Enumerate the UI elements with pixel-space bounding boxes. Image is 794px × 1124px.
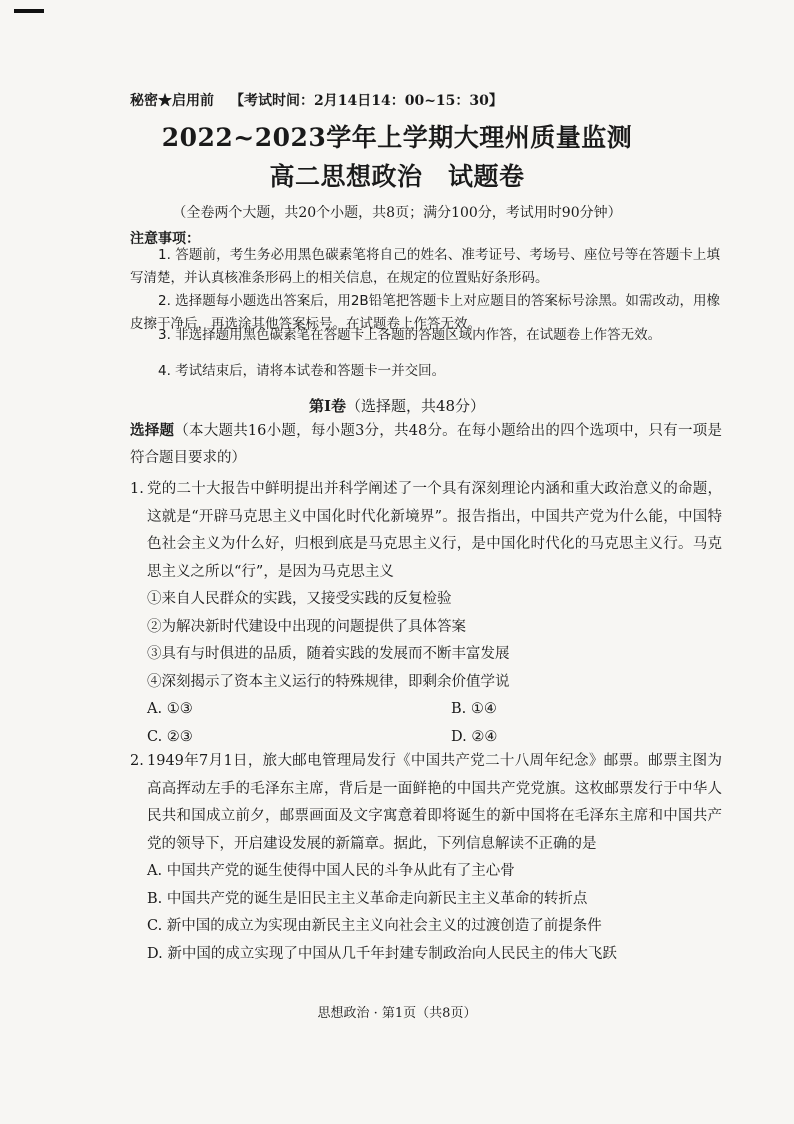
part1-heading <box>0 395 794 416</box>
notice-heading: 注意事项： <box>130 231 200 247</box>
notice-item: 2. 选择题每小题选出答案后，用2B铅笔把答题卡上对应题目的答案标号涂黑。如需改动，用橡皮擦干净后，再选涂其他答案标号。在试题卷上作答无效。 <box>130 293 720 332</box>
notice-item: 1. 答题前，考生务必用黑色碳素笔将自己的姓名、准考证号、考场号、座位号等在答题卡上填写清楚，并认真核准条形码上的相关信息，在规定的位置贴好条形码。 <box>130 247 720 286</box>
option-d: D. 新中国的成立实现了中国从几千年封建专制政治向人民民主的伟大飞跃 <box>147 945 617 962</box>
notice-item: 4. 考试结束后，请将本试卷和答题卡一并交回。 <box>158 363 446 379</box>
exam-time: 【考试时间：2月14日14：00~15：30】 <box>230 93 503 109</box>
confidential-label: 秘密★启用前 <box>130 93 214 109</box>
option-d: D. ②④ <box>451 728 498 745</box>
option-a: A. 中国共产党的诞生使得中国人民的斗争从此有了主心骨 <box>147 863 515 879</box>
statement-item: ③具有与时俱进的品质，随着实践的发展而不断丰富发展 <box>147 646 510 662</box>
section-label: 选择题 <box>130 422 175 439</box>
section-intro <box>130 417 722 472</box>
exam-title-line2: 高二思想政治 试题卷 <box>269 162 525 191</box>
section-text: （本大题共16小题，每小题3分，共48分。在每小题给出的四个选项中，只有一项是符合题目要求的） <box>130 423 723 466</box>
exam-subtitle: （全卷两个大题，共20个小题，共8页；满分100分，考试用时90分钟） <box>172 205 622 221</box>
question-stem: 党的二十大报告中鲜明提出并科学阐述了一个具有深刻理论内涵和重大政治意义的命题，这就是“开辟马克思主义中国化时代化新境界”。报告指出，中国共产党为什么能，中国特色社会主义为什么好，归根到底是马克思主义行，是中国化时代化的马克思主义行。马克思主义之所以“行”，是因为马克思主义 <box>147 481 722 580</box>
corner-mark <box>14 9 44 13</box>
question-number: 1. <box>130 481 144 497</box>
statement-item: ②为解决新时代建设中出现的问题提供了具体答案 <box>147 618 466 635</box>
option-a: A. ①③ <box>147 701 193 717</box>
options-row <box>147 696 722 724</box>
options-row <box>147 724 722 752</box>
question-1 <box>130 476 722 751</box>
option-b: B. ①④ <box>451 701 497 717</box>
question-2 <box>130 748 722 968</box>
statement-item: ①来自人民群众的实践，又接受实践的反复检验 <box>147 591 452 607</box>
option-b: B. 中国共产党的诞生是旧民主主义革命走向新民主主义革命的转折点 <box>147 890 588 907</box>
part1-subtitle: （选择题，共48分） <box>345 397 486 415</box>
statement-item: ④深刻揭示了资本主义运行的特殊规律，即剩余价值学说 <box>147 673 510 690</box>
confidential-line <box>130 90 503 110</box>
question-stem: 1949年7月1日，旅大邮电管理局发行《中国共产党二十八周年纪念》邮票。邮票主图为高高挥动左手的毛泽东主席，背后是一面鲜艳的中国共产党党旗。这枚邮票发行于中华人民共和国成立前夕，邮票画面及文字寓意着即将诞生的新中国将在毛泽东主席和中国共产党的领导下，开启建设发展的新篇章。据此，下列信息解读不正确的是 <box>147 753 722 852</box>
option-c: C. ②③ <box>147 728 193 745</box>
page-footer: 思想政治 · 第1页（共8页） <box>317 1006 477 1021</box>
exam-title-line1: 2022~2023学年上学期大理州质量监测 <box>161 123 633 152</box>
notice-item: 3. 非选择题用黑色碳素笔在答题卡上各题的答题区域内作答，在试题卷上作答无效。 <box>158 327 662 343</box>
option-c: C. 新中国的成立为实现由新民主主义向社会主义的过渡创造了前提条件 <box>147 918 602 934</box>
part1-title: 第Ⅰ卷 <box>308 397 346 415</box>
question-number: 2. <box>130 753 144 769</box>
